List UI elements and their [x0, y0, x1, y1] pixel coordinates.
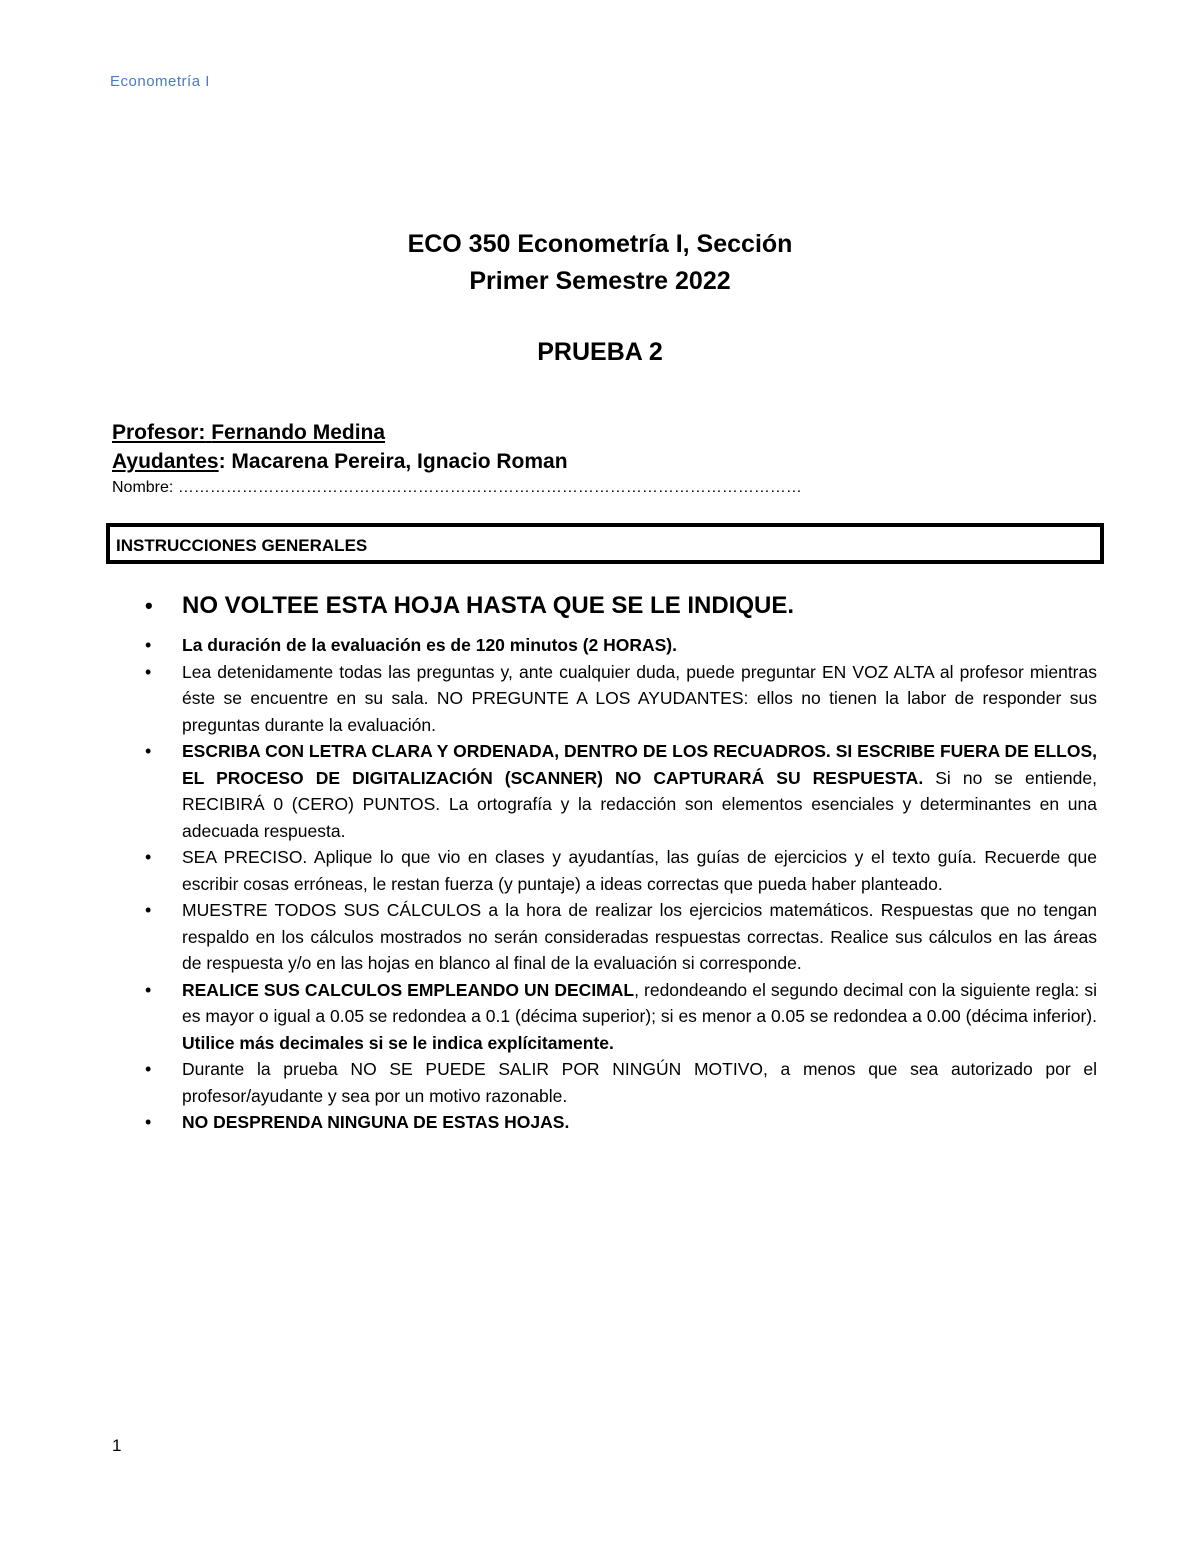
list-item: • NO DESPRENDA NINGUNA DE ESTAS HOJAS. — [145, 1109, 1097, 1136]
bullet-icon: • — [145, 741, 152, 761]
student-name-label: Nombre: — [112, 479, 174, 496]
list-item: • REALICE SUS CALCULOS EMPLEANDO UN DECIMAL, redondeando el segundo decimal con la siguiente regla: si es mayor o igual a 0.05 se redondea a 0.1 (décima superior); si es menor a 0.05 se redondea a 0.00 (décima inferior). Utilice más decimales si se le indica explícitamente. — [145, 977, 1097, 1057]
list-item: • SEA PRECISO. Aplique lo que vio en clases y ayudantías, las guías de ejercicios y el texto guía. Recuerde que escribir cosas erróneas, le restan fuerza (y puntaje) a ideas correctas que pueda haber planteado. — [145, 844, 1097, 897]
professor-name: Fernando Medina — [211, 421, 386, 444]
student-name-field[interactable]: ……………………………………………………………………………………………………… — [177, 479, 802, 496]
bullet-icon: • — [145, 593, 153, 618]
instructions-heading-box — [106, 523, 1104, 564]
bullet-icon: • — [145, 847, 152, 867]
semester-title: Primer Semestre 2022 — [469, 267, 731, 295]
list-item: • La duración de la evaluación es de 120 minutos (2 HORAS). — [145, 632, 1097, 659]
list-item: • NO VOLTEE ESTA HOJA HASTA QUE SE LE INDIQUE. — [145, 588, 1097, 624]
running-header: Econometría I — [110, 73, 210, 90]
instructions-list — [145, 588, 1097, 1136]
bullet-icon: • — [145, 661, 152, 682]
assistants-names: : Macarena Pereira, Ignacio Roman — [218, 450, 568, 473]
course-title: ECO 350 Econometría I, Sección — [407, 230, 793, 258]
professor-line — [112, 418, 1012, 447]
assistants-line — [112, 447, 1012, 476]
page-number: 1 — [112, 1436, 122, 1455]
title-block — [0, 226, 1200, 371]
instructions-heading: INSTRUCCIONES GENERALES — [116, 536, 368, 555]
assistants-label: Ayudantes — [112, 450, 219, 473]
list-item: • MUESTRE TODOS SUS CÁLCULOS a la hora de realizar los ejercicios matemáticos. Respuestas que no tengan respaldo en los cálculos mostrados no serán consideradas respuestas correctas. Realice sus cálculos en las áreas de respuesta y/o en las hojas en blanco al final de la evaluación si corresponde. — [145, 897, 1097, 977]
list-item: • Durante la prueba NO SE PUEDE SALIR POR NINGÚN MOTIVO, a menos que sea autorizado por el profesor/ayudante y sea por un motivo razonable. — [145, 1056, 1097, 1109]
bullet-icon: • — [145, 900, 152, 920]
professor-label: Profesor: — [112, 421, 206, 444]
bullet-icon: • — [145, 1059, 152, 1079]
bullet-icon: • — [145, 1112, 152, 1132]
list-item: • Lea detenidamente todas las preguntas y, ante cualquier duda, puede preguntar EN VOZ ALTA al profesor mientras éste se encuentre en su sala. NO PREGUNTE A LOS AYUDANTES: ellos no tienen la labor de responder sus preguntas durante la evaluación. — [145, 659, 1097, 739]
student-name-line — [112, 476, 1012, 500]
staff-block — [112, 418, 1012, 500]
list-item: • ESCRIBA CON LETRA CLARA Y ORDENADA, DENTRO DE LOS RECUADROS. SI ESCRIBE FUERA DE ELLOS, EL PROCESO DE DIGITALIZACIÓN (SCANNER) NO CAPTURARÁ SU RESPUESTA. Si no se entiende, RECIBIRÁ 0 (CERO) PUNTOS. La ortografía y la redacción son elementos esenciales y determinantes en una adecuada respuesta. — [145, 738, 1097, 844]
exam-title: PRUEBA 2 — [537, 338, 663, 366]
bullet-icon: • — [145, 979, 152, 1000]
bullet-icon: • — [145, 635, 152, 655]
